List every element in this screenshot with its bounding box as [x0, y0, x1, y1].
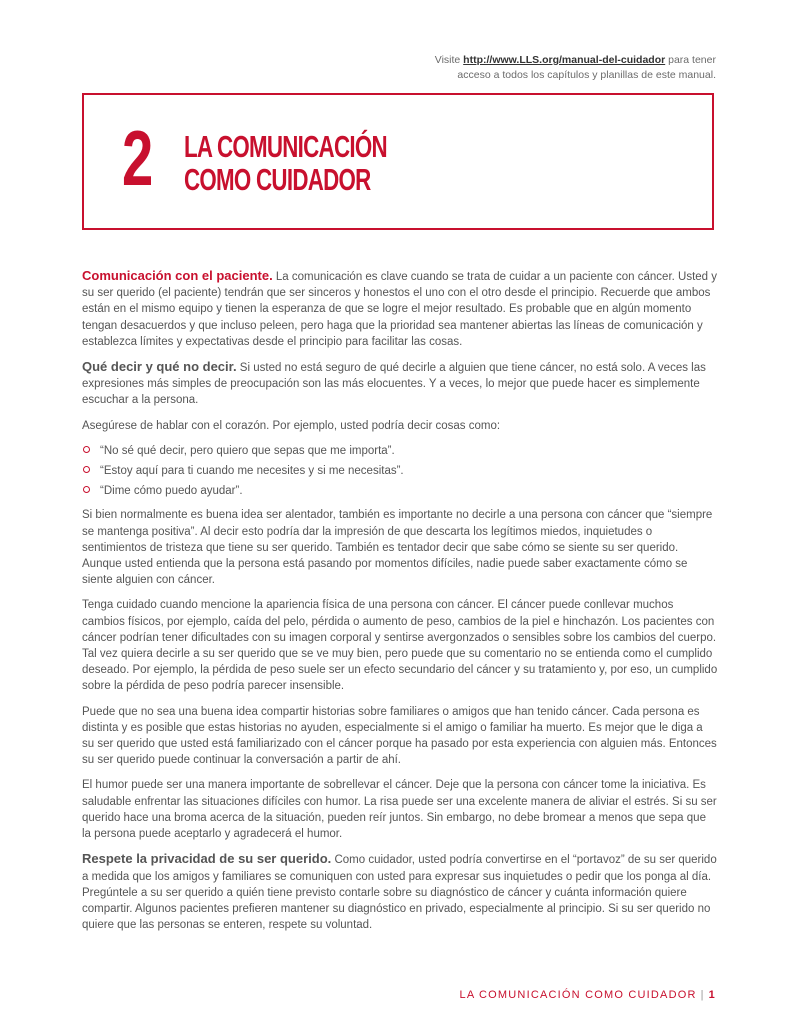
circle-bullet-icon [83, 446, 90, 453]
paragraph-apariencia: Tenga cuidado cuando mencione la apariencia física de una persona con cáncer. El cáncer puede conllevar muchos cambios físicos, por ejemplo, caída del pelo, pérdida o aumento de peso, cambios de la piel e hinchazón. Los pacientes con cáncer podrían tener dificultades con su imagen corporal y sentirse avergonzados o sensibles sobre los cambios del cuerpo. Tal vez quiera decirle a su ser querido que se ve muy bien, pero puede que su comentario no se entienda como el cumplido deseado. Por ejemplo, la pérdida de peso suele ser un efecto secundario del cáncer y su tratamiento y, por eso, un cumplido sobre la pérdida de peso podría parecer insensible. [82, 599, 718, 693]
page-number: 1 [708, 989, 716, 1001]
paragraph-privacidad [82, 851, 718, 933]
lead-privacidad: Respete la privacidad de su ser querido. [82, 851, 332, 867]
visit-prefix: Visite [434, 54, 464, 66]
paragraph-historias: Puede que no sea una buena idea compartir historias sobre familiares o amigos que han tenido cáncer. Cada persona es distinta y es posible que estas historias no ayuden, especialmente si el amigo o familiar ha muerto. Es mejor que le diga a su ser querido que usted está familiarizado con el cáncer porque ha pasado por esta experiencia con alguien más. Entonces su ser querido puede continuar la conversación a partir de ahí. [82, 705, 717, 767]
footer-separator: | [700, 989, 705, 1001]
list-item: “Estoy aquí para ti cuando me necesites y si me necesitas”. [82, 463, 718, 479]
text-comunicacion: La comunicación es clave cuando se trata de cuidar a un paciente con cáncer. Usted y su ser querido (el paciente) tendrán que ser sinceros y honestos el uno con el otro desde el principio. Recuerde que ambos están en el mismo equipo y tienen la esperanza de que se logre el mejor resultado. Es probable que en algún momento tengan desacuerdos y que incluso peleen, pero haga que la prioridad sea mantener abiertas las líneas de comunicación y establezca límites y expectativas desde el principio para facilitar las cosas. [82, 271, 718, 348]
chapter-title [184, 130, 387, 196]
list-item: “Dime cómo puedo ayudar”. [82, 483, 718, 499]
paragraph-corazon: Asegúrese de hablar con el corazón. Por ejemplo, usted podría decir cosas como: [82, 419, 501, 432]
footer-label: LA COMUNICACIÓN COMO CUIDADOR [459, 989, 697, 1001]
visit-line2: acceso a todos los capítulos y planillas de este manual. [457, 69, 716, 81]
paragraph-humor: El humor puede ser una manera importante de sobrellevar el cáncer. Deje que la persona con cáncer tome la iniciativa. Es saludable enfrentar las situaciones difíciles con humor. La risa puede ser una excelente manera de aliviar el estrés. Si su ser querido hace una broma acerca de la situación, pueden reír juntos. Sin embargo, no debe bromear a menos que sepa que la persona puede aceptarlo y agradecerá el humor. [82, 779, 717, 841]
example-phrases-list [82, 443, 718, 500]
chapter-title-line2: COMO CUIDADOR [184, 162, 371, 197]
list-item: “No sé qué decir, pero quiero que sepas que me importa”. [82, 443, 718, 459]
body-content [82, 268, 718, 942]
text-privacidad: Como cuidador, usted podría convertirse en el “portavoz” de su ser querido a medida que los amigos y familiares se comuniquen con usted para expresar sus inquietudes o pedir que los ponga al día. Pregúntele a su ser querido a quién tiene previsto contarle sobre su diagnóstico de cáncer y cuánta información quiere compartir. Algunos pacientes prefieren mantener su diagnóstico en privado, especialmente al principio. Si su ser querido no quiere que las personas se enteren, respete su voluntad. [82, 854, 717, 932]
paragraph-comunicacion [82, 268, 718, 350]
chapter-header-box [82, 93, 714, 230]
page-footer [460, 989, 716, 1001]
lead-comunicacion: Comunicación con el paciente. [82, 268, 273, 283]
manual-link-note [276, 53, 716, 83]
paragraph-alentador: Si bien normalmente es buena idea ser alentador, también es importante no decirle a una persona con cáncer que “siempre se mantenga positiva”. Al decir esto podría dar la impresión de que descarta los legítimos miedos, inquietudes o sentimientos de tristeza que tiene su ser querido. También es tentador decir que sabe cómo se siente su ser querido. Aunque usted entienda que la persona está pasando por momentos difíciles, nadie puede saber exactamente cómo se siente alguien con cáncer. [82, 509, 713, 587]
lead-que-decir: Qué decir y qué no decir. [82, 359, 237, 375]
visit-suffix: para tener [665, 54, 716, 66]
circle-bullet-icon [83, 466, 90, 473]
paragraph-que-decir [82, 359, 718, 409]
text-que-decir: Si usted no está seguro de qué decirle a alguien que tiene cáncer, no está solo. A veces las expresiones más simples de preocupación son las más elocuentes. Y a veces, lo mejor que puede hacer es simplemente escuchar a la persona. [82, 362, 706, 407]
chapter-title-line1: LA COMUNICACIÓN [184, 129, 387, 164]
circle-bullet-icon [83, 486, 90, 493]
chapter-number: 2 [122, 114, 152, 202]
manual-url-link[interactable]: http://www.LLS.org/manual-del-cuidador [463, 54, 666, 66]
